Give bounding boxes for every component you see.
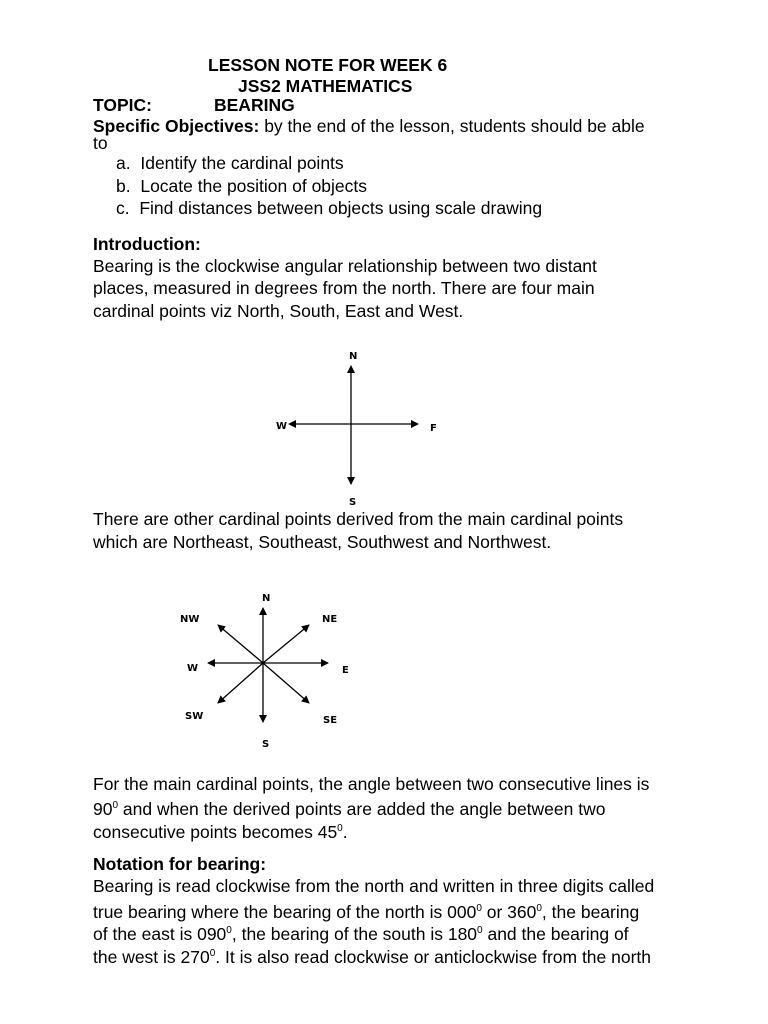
angles-line: For the main cardinal points, the angle between two consecutive lines is [93, 774, 650, 794]
derived-compass [208, 608, 328, 722]
introduction-line: places, measured in degrees from the north. There are four main [93, 278, 595, 298]
introduction-line: Bearing is the clockwise angular relationship between two distant [93, 256, 597, 276]
north-label: N [262, 593, 271, 604]
east-label: F [430, 423, 437, 434]
angles-line: consecutive points becomes $45^0$. [93, 821, 348, 842]
lesson-title: LESSON NOTE FOR WEEK 6 [208, 55, 448, 75]
derived-line: which are Northeast, Southeast, Southwest and Northwest. [93, 532, 552, 552]
objective-marker: a. [116, 153, 131, 173]
northwest-arrow [218, 625, 263, 663]
topic-label: TOPIC: [93, 95, 152, 115]
northwest-label: NW [180, 614, 200, 625]
northeast-label: NE [322, 614, 338, 625]
notation-line: Bearing is read clockwise from the north and written in three digits called [93, 876, 655, 896]
west-label: W [187, 663, 199, 674]
derived-line: There are other cardinal points derived from the main cardinal points [93, 509, 624, 529]
objective-text: Identify the cardinal points [140, 153, 344, 173]
objective-marker: b. [116, 176, 131, 196]
southwest-arrow [218, 663, 263, 703]
notation-line: true bearing where the bearing of the north is $000^0$ or $360^0$, the bearing [93, 901, 640, 922]
objective-text: Locate the position of objects [140, 176, 368, 196]
south-label: S [349, 497, 357, 508]
west-label: W [276, 421, 288, 432]
notation-line: of the east is $090^0$, the bearing of the south is $180^0$ and the bearing of [93, 923, 629, 944]
topic-value: BEARING [214, 95, 295, 115]
southeast-label: SE [323, 715, 338, 726]
notation-heading: Notation for bearing: [93, 854, 267, 874]
south-label: S [262, 739, 270, 750]
objective-text: Find distances between objects using scale drawing [139, 198, 543, 218]
objectives-intro-continued: to [93, 133, 108, 153]
introduction-heading: Introduction: [93, 234, 201, 254]
east-label: E [342, 665, 349, 676]
angles-line: $90^0$ and when the derived points are added the angle between two [93, 798, 606, 819]
introduction-line: cardinal points viz North, South, East and West. [93, 301, 464, 321]
objective-marker: c. [116, 198, 130, 218]
subject-title: JSS2 MATHEMATICS [238, 76, 413, 96]
north-label: N [349, 351, 358, 362]
southwest-label: SW [185, 711, 204, 722]
notation-line: the west is $270^0$. It is also read clockwise or anticlockwise from the north [93, 946, 652, 967]
objectives-label: Specific Objectives: [93, 116, 260, 136]
objectives-intro-text: by the end of the lesson, students should be able [259, 116, 645, 136]
main-compass [289, 366, 418, 484]
southeast-arrow [263, 663, 309, 703]
northeast-arrow [263, 625, 309, 663]
